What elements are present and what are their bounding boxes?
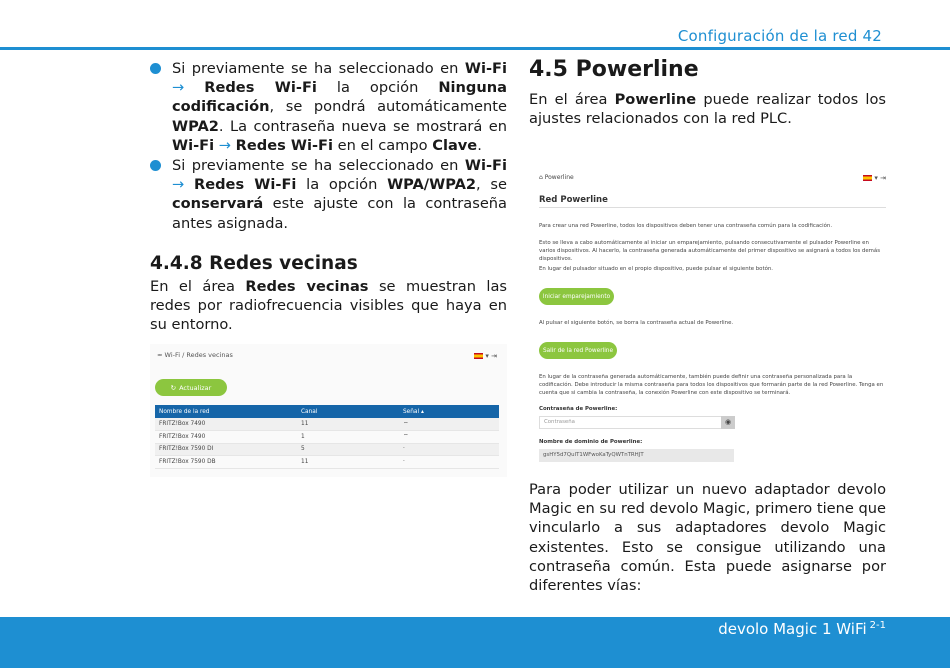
bullet-list: [150, 59, 507, 233]
divider: [539, 207, 886, 208]
subsection-heading: 4.4.8 Redes vecinas: [150, 252, 358, 274]
spain-flag-icon[interactable]: [474, 353, 483, 359]
toolbar: [863, 174, 886, 182]
column-header-name[interactable]: Nombre de la red: [155, 405, 297, 418]
info-text: En lugar del pulsador situado en el propio dispositivo, puede pulsar el siguiente botón.: [539, 266, 774, 272]
neighbor-networks-screenshot: [150, 344, 507, 477]
domain-field: gsHY5d7QuIT1WFwoKaTyQWTnTRHJT: [539, 449, 734, 462]
breadcrumb: ⌂ Powerline: [539, 174, 574, 181]
logout-icon[interactable]: ⇥: [880, 174, 886, 182]
logout-icon[interactable]: ⇥: [491, 352, 497, 360]
home-icon: ⌂: [539, 174, 543, 181]
sort-arrow-icon: ▴: [420, 408, 424, 415]
table-row: FRITZ!Box 7590 DI 5 ·: [155, 443, 499, 456]
info-text: En lugar de la contraseña generada automáticamente, también puede definir una contraseña personalizada para la codificación. Debe introducir la misma contraseña para todos los dispositivos que formarán parte de la red Powerline. Tenga en cuenta que si cambia la contraseña, la conexión Powerline con este dispositivo se terminará.: [539, 374, 884, 396]
arrow-icon: →: [218, 136, 232, 154]
left-column: [150, 59, 507, 334]
powerline-intro: En el área Powerline puede realizar todos los ajustes relacionados con la red PLC.: [529, 91, 886, 128]
powerline-screenshot: [529, 163, 886, 467]
bullet-item-wpa: Si previamente se ha seleccionado en Wi-Fi → Redes Wi-Fi la opción WPA/WPA2, se conservará este ajuste con la contraseña antes asignada.: [150, 156, 507, 233]
bullet-icon: [150, 160, 161, 171]
right-column: [529, 57, 886, 128]
info-text: Esto se lleva a cabo automáticamente al iniciar un emparejamiento, pulsando consecutivamente el pulsador Powerline en varios dispositivos. Al hacerlo, la contraseña generada automáticamente del primer dispositivo se asignará a todos los demás dispositivos.: [539, 240, 881, 262]
password-field[interactable]: Contraseña: [539, 416, 734, 429]
eye-icon[interactable]: ◉: [721, 416, 735, 429]
table-row: FRITZ!Box 7490 1 ⌔: [155, 431, 499, 444]
domain-label: Nombre de dominio de Powerline:: [539, 439, 643, 445]
section-heading: 4.5 Powerline: [529, 57, 699, 82]
password-label: Contraseña de Powerline:: [539, 406, 618, 412]
page-footer: [0, 617, 950, 668]
header-rule: [0, 47, 950, 50]
refresh-icon: ↻: [170, 383, 177, 392]
arrow-icon: →: [172, 176, 185, 194]
signal-strong-icon: ⌔: [399, 431, 499, 444]
leave-network-button[interactable]: Salir de la red Powerline: [539, 342, 617, 359]
bullet-item-no-encryption: Si previamente se ha seleccionado en Wi-Fi → Redes Wi-Fi la opción Ninguna codificación, se pondrá automáticamente WPA2. La contraseña nueva se mostrará en Wi-Fi → Redes Wi-Fi en el campo Clave.: [150, 59, 507, 155]
running-header: Configuración de la red 42: [677, 27, 882, 45]
column-header-signal[interactable]: Señal ▴: [399, 405, 499, 418]
wifi-icon: ≈: [157, 351, 163, 359]
spain-flag-icon[interactable]: [863, 175, 872, 181]
footer-product: devolo Magic 1 WiFi $^{2-1}$: [718, 620, 886, 638]
networks-table: [155, 405, 499, 469]
start-pairing-button[interactable]: Iniciar emparejamiento: [539, 288, 614, 305]
info-text: Al pulsar el siguiente botón, se borra la contraseña actual de Powerline.: [539, 320, 734, 326]
chevron-down-icon[interactable]: ▾: [874, 174, 878, 182]
column-header-channel[interactable]: Canal: [297, 405, 399, 418]
signal-strong-icon: ⌔: [399, 418, 499, 431]
info-text: Para crear una red Powerline, todos los dispositivos deben tener una contraseña común para la codificación.: [539, 223, 833, 229]
toolbar: [474, 352, 497, 360]
page-header: [0, 0, 950, 50]
signal-weak-icon: ·: [399, 443, 499, 456]
breadcrumb: ≈ Wi-Fi / Redes vecinas: [157, 351, 233, 359]
table-row: FRITZ!Box 7490 11 ⌔: [155, 418, 499, 431]
page-title: Red Powerline: [539, 195, 608, 205]
bullet-icon: [150, 63, 161, 74]
table-row: FRITZ!Box 7590 DB 11 ·: [155, 456, 499, 469]
pairing-paragraph: Para poder utilizar un nuevo adaptador devolo Magic en su red devolo Magic, primero tiene que vincularlo a sus adaptadores devolo Magic existentes. Esto se consigue utilizando una contraseña común. Esta puede asignarse por diferentes vías:: [529, 481, 886, 595]
refresh-button[interactable]: ↻ Actualizar: [155, 379, 227, 396]
arrow-icon: →: [172, 79, 185, 97]
signal-weak-icon: ·: [399, 456, 499, 469]
neighbor-networks-paragraph: En el área Redes vecinas se muestran las redes por radiofrecuencia visibles que haya en su entorno.: [150, 277, 507, 334]
chevron-down-icon[interactable]: ▾: [485, 352, 489, 360]
